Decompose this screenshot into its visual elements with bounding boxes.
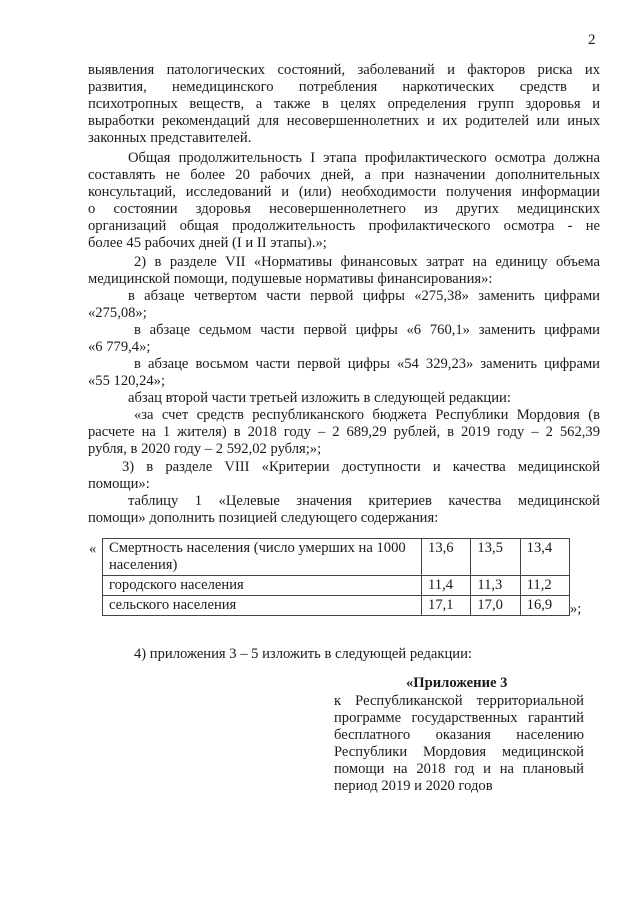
text-line: в абзаце восьмом части первой цифры «54 329,23» заменить цифрами	[134, 356, 600, 372]
table-cell: 13,6	[422, 539, 471, 576]
text-line: «275,08»;	[88, 305, 147, 321]
criteria-table	[102, 538, 570, 616]
table-row	[103, 539, 570, 576]
table-cell: городского населения	[103, 576, 422, 596]
text-line: психотропных веществ, а также в целях определения групп здоровья и	[88, 96, 600, 112]
text-line: 3) в разделе VIII «Критерии доступности и качества медицинской	[122, 459, 600, 475]
page-number: 2	[588, 32, 596, 48]
text-line: выявления патологических состояний, заболеваний и факторов риска их	[88, 62, 600, 78]
text-line: выработки рекомендаций для несовершеннолетних и их родителей или иных	[88, 113, 600, 129]
text-line: «55 120,24»;	[88, 373, 166, 389]
appendix-line: период 2019 и 2020 годов	[334, 778, 493, 794]
table-cell: 11,4	[422, 576, 471, 596]
appendix-line: помощи на 2018 год и на плановый	[334, 761, 584, 777]
text-line: консультаций, исследований и (или) необходимости получения информации	[88, 184, 600, 200]
table-cell: 17,1	[422, 596, 471, 616]
text-line: в абзаце четвертом части первой цифры «275,38» заменить цифрами	[128, 288, 600, 304]
table-cell: Смертность населения (число умерших на 1000 населения)	[103, 539, 422, 576]
text-line: «6 779,4»;	[88, 339, 151, 355]
text-line: законных представителей.	[88, 130, 252, 146]
text-line: Общая продолжительность I этапа профилактического осмотра должна	[128, 150, 600, 166]
text-line: организаций общая продолжительность профилактического осмотра - не	[88, 218, 600, 234]
table-open-quote: «	[89, 541, 97, 557]
appendix-line: к Республиканской территориальной	[334, 693, 584, 709]
text-line: развития, немедицинского потребления наркотических средств и	[88, 79, 600, 95]
text-line: рубля, в 2020 году – 2 592,02 рубля;»;	[88, 441, 322, 457]
text-line: «за счет средств республиканского бюджета Республики Мордовия (в	[134, 407, 600, 423]
appendix-line: программе государственных гарантий	[334, 710, 584, 726]
text-line: в абзаце седьмом части первой цифры «6 760,1» заменить цифрами	[134, 322, 600, 338]
text-line: расчете на 1 жителя) в 2018 году – 2 689,29 рублей, в 2019 году – 2 562,39	[88, 424, 600, 440]
text-line: абзац второй части третьей изложить в следующей редакции:	[128, 390, 511, 406]
table-cell: 13,5	[471, 539, 520, 576]
text-line: таблицу 1 «Целевые значения критериев качества медицинской	[128, 493, 600, 509]
text-line: медицинской помощи, подушевые нормативы финансирования»:	[88, 271, 493, 287]
text-line: составлять не более 20 рабочих дней, а при назначении дополнительных	[88, 167, 600, 183]
appendix-line: бесплатного оказания населению	[334, 727, 584, 743]
appendix-title: «Приложение 3	[406, 675, 508, 691]
table-cell: сельского населения	[103, 596, 422, 616]
table-cell: 11,2	[520, 576, 569, 596]
table-close-quote: »;	[570, 601, 582, 617]
table-row	[103, 596, 570, 616]
text-line: помощи» дополнить позицией следующего содержания:	[88, 510, 439, 526]
table-row	[103, 576, 570, 596]
text-line: 2) в разделе VII «Нормативы финансовых затрат на единицу объема	[134, 254, 600, 270]
table-cell: 16,9	[520, 596, 569, 616]
text-line: помощи»:	[88, 476, 150, 492]
table-cell: 11,3	[471, 576, 520, 596]
table-cell: 13,4	[520, 539, 569, 576]
table-cell: 17,0	[471, 596, 520, 616]
text-line: более 45 рабочих дней (I и II этапы).»;	[88, 235, 327, 251]
text-line: о состоянии здоровья несовершеннолетнего из других медицинских	[88, 201, 600, 217]
appendix-line: Республики Мордовия медицинской	[334, 744, 584, 760]
text-line: 4) приложения 3 – 5 изложить в следующей редакции:	[134, 646, 472, 662]
